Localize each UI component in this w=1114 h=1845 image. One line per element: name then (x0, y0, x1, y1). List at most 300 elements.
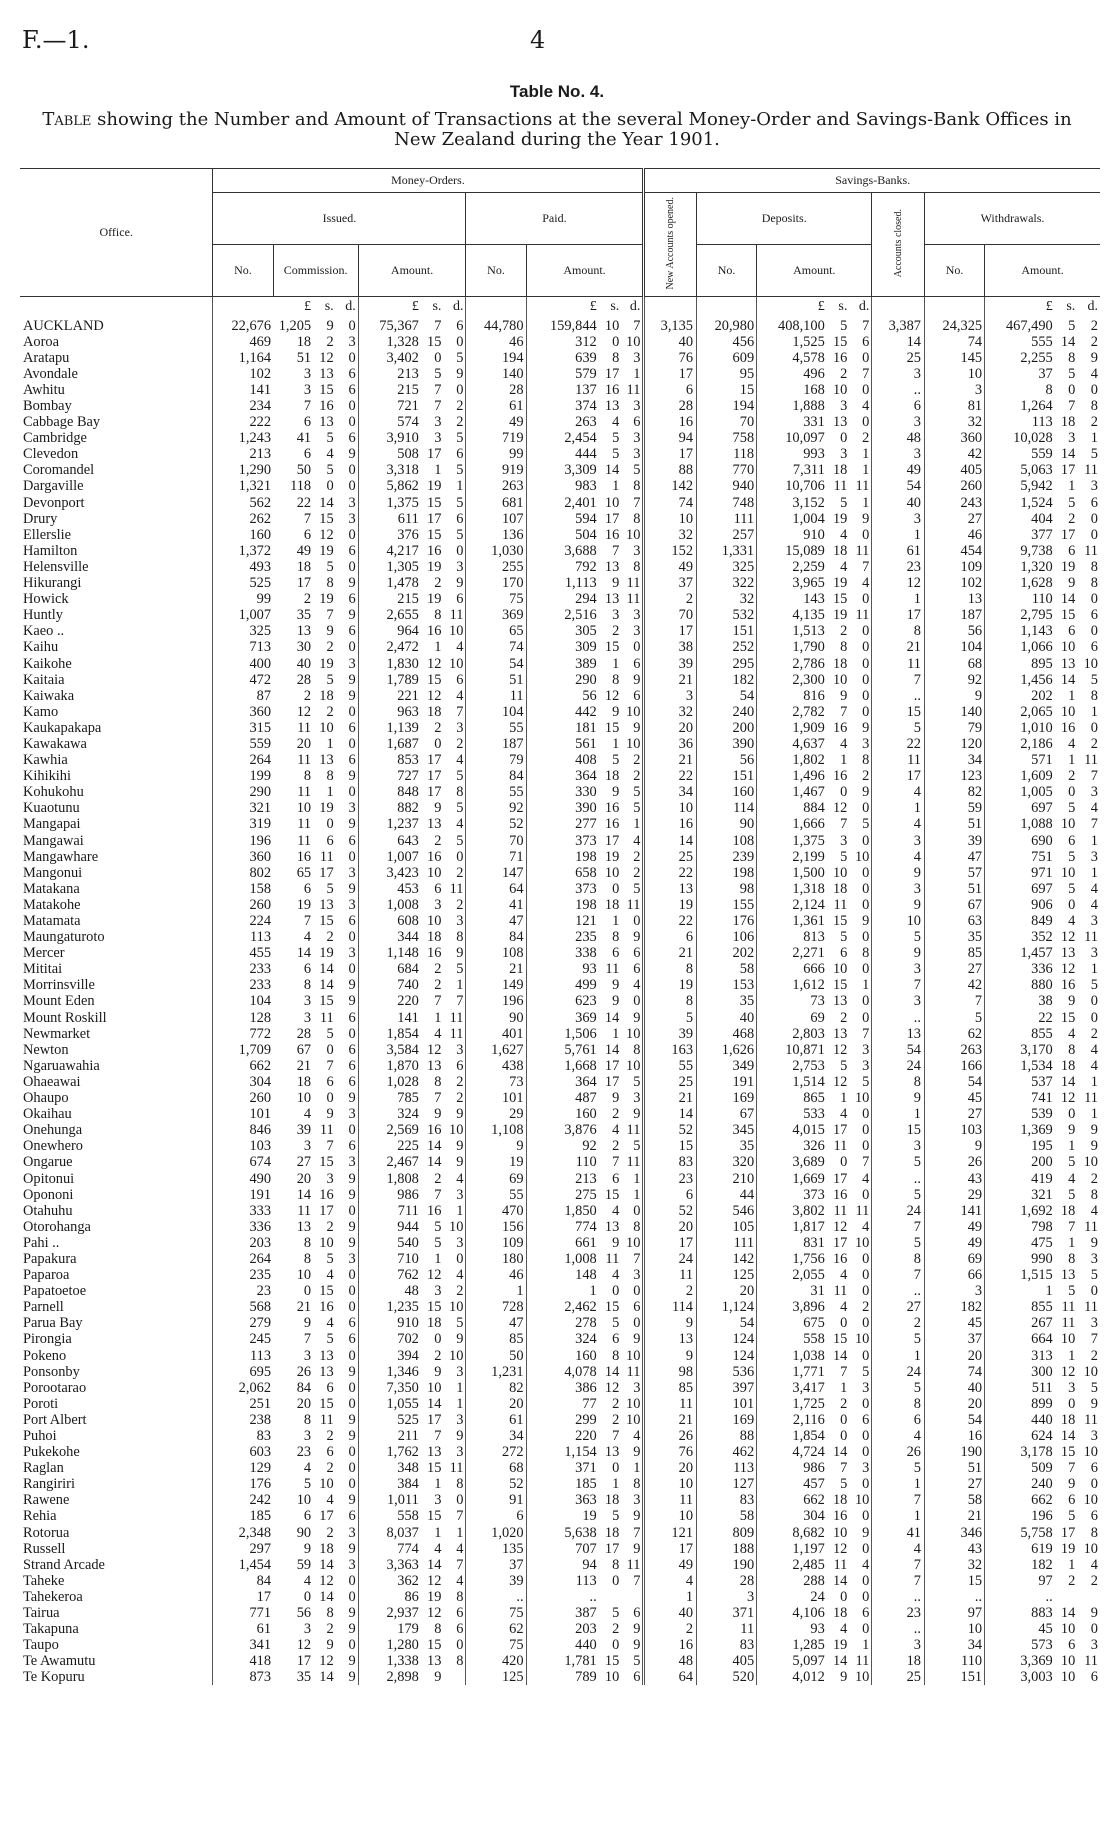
paid-pounds: 1,506 (526, 1026, 599, 1042)
com-pence: 9 (348, 1186, 356, 1203)
iss_amt-pounds: 384 (358, 1476, 421, 1492)
iss_amt-pence: 4 (456, 1572, 464, 1589)
com-pence: 6 (348, 1009, 356, 1026)
com-pence: 6 (348, 542, 356, 559)
col-issued-amount: Amount. (358, 245, 466, 297)
deposits-no: 190 (697, 1557, 757, 1573)
deposits-shillings: 0 (840, 430, 848, 447)
issued-no: 113 (213, 929, 273, 945)
deposits-pounds: 5,097 (757, 1653, 827, 1669)
com-pence: 3 (348, 510, 356, 527)
iss_amt-pence: 11 (449, 1009, 464, 1026)
paid-no: 41 (466, 897, 526, 913)
withdrawals-pence: 11 (1084, 1411, 1098, 1428)
iss_amt-pence: 1 (456, 1202, 464, 1219)
accounts-closed: 5 (872, 1460, 925, 1476)
iss_amt-pence: 10 (449, 1122, 464, 1139)
deposits-pence: 0 (862, 1283, 870, 1300)
deposits-pounds: 2,124 (757, 897, 827, 913)
transactions-table-wrapper (20, 168, 1100, 1685)
issued-no: 260 (213, 897, 273, 913)
paid-pounds: 3,876 (526, 1122, 599, 1138)
withdrawals-shillings: 18 (1060, 1411, 1076, 1428)
withdrawals-shillings: 5 (1068, 365, 1076, 382)
table-body (20, 297, 1100, 1685)
accounts-closed: 5 (872, 1235, 925, 1251)
paid-shillings: 17 (604, 510, 620, 527)
paid-pounds: 160 (526, 1347, 599, 1363)
withdrawals-shillings: 2 (1068, 768, 1076, 785)
deposits-pence: 0 (862, 687, 870, 704)
paid-shillings: 8 (612, 1347, 620, 1364)
com-shillings: 16 (319, 1186, 334, 1203)
table-row (20, 961, 1100, 977)
deposits-shillings: 1 (840, 1090, 848, 1107)
deposits-pence: 7 (862, 558, 870, 575)
com-pounds: 12 (296, 703, 312, 720)
withdrawals-pence: 2 (1090, 333, 1098, 350)
deposits-shillings: 17 (832, 1122, 848, 1139)
com-pounds: 39 (296, 1122, 312, 1139)
withdrawals-no: 51 (924, 816, 984, 832)
withdrawals-shillings: 10 (1060, 1621, 1076, 1638)
withdrawals-pence: 11 (1084, 1218, 1098, 1235)
office-name: Parnell (23, 1299, 64, 1316)
paid-no: 681 (466, 495, 526, 511)
withdrawals-pounds: 990 (985, 1251, 1055, 1267)
iss_amt-pounds: 963 (358, 704, 421, 720)
iss_amt-pence: 4 (456, 639, 464, 656)
new-accounts: 32 (644, 704, 697, 720)
deposits-pounds: 662 (757, 1492, 827, 1508)
withdrawals-no: 46 (924, 527, 984, 543)
paid-shillings: 10 (604, 864, 620, 881)
com-pounds: 5 (303, 1476, 312, 1493)
issued-no: 490 (213, 1170, 273, 1186)
currency-pound: £ (358, 297, 421, 318)
withdrawals-pounds: 336 (985, 961, 1055, 977)
withdrawals-pounds: 573 (985, 1637, 1055, 1653)
paid-pence: 0 (633, 1315, 641, 1332)
withdrawals-no: 43 (924, 1541, 984, 1557)
withdrawals-pounds: 690 (985, 832, 1055, 848)
new-accounts: 13 (644, 881, 697, 897)
withdrawals-pence: 3 (1090, 913, 1098, 929)
office-name: Tahekeroa (23, 1588, 83, 1605)
table-row (20, 1283, 1100, 1299)
withdrawals-pence: 11 (1084, 1653, 1098, 1670)
deposits-no: 111 (697, 511, 757, 527)
accounts-closed: 15 (872, 704, 925, 720)
paid-pounds: 198 (526, 849, 599, 865)
com-pounds: 13 (296, 623, 312, 640)
withdrawals-no: 21 (924, 1508, 984, 1524)
iss_amt-shillings: 1 (434, 639, 442, 656)
com-pounds: 18 (296, 558, 312, 575)
withdrawals-pounds: 1,692 (985, 1203, 1055, 1219)
paid-shillings: 13 (604, 1218, 620, 1235)
deposits-shillings: 16 (832, 719, 848, 736)
paid-pounds: 1,781 (526, 1653, 599, 1669)
table-row (20, 736, 1100, 752)
paid-shillings: 15 (604, 639, 620, 656)
iss_amt-shillings: 2 (434, 832, 442, 849)
office-name: Taheke (23, 1572, 65, 1589)
paid-no: 84 (466, 929, 526, 945)
com-pence: 0 (348, 1379, 356, 1396)
table-number: Table No. 4. (509, 82, 605, 101)
paid-no: 37 (466, 1557, 526, 1573)
office-name: Strand Arcade (23, 1556, 105, 1573)
deposits-shillings: 18 (832, 1605, 848, 1622)
iss_amt-pounds: 643 (358, 832, 421, 848)
withdrawals-no: 120 (924, 736, 984, 752)
paid-shillings: 17 (604, 832, 620, 849)
col-issued-commission: Commission. (273, 245, 358, 297)
paid-pence: 11 (626, 1363, 641, 1380)
iss_amt-shillings: 9 (434, 1669, 442, 1686)
accounts-closed: 9 (872, 945, 925, 961)
table-row (20, 1331, 1100, 1347)
iss_amt-pounds: 3,423 (358, 865, 421, 881)
iss_amt-shillings: 12 (427, 655, 442, 672)
com-shillings: 2 (326, 1524, 334, 1541)
withdrawals-pounds: 240 (985, 1476, 1055, 1492)
deposits-no: 462 (697, 1444, 757, 1460)
com-shillings: 19 (319, 945, 334, 962)
deposits-pence: 0 (862, 381, 870, 398)
paid-shillings: 6 (612, 945, 620, 962)
issued-no: 771 (213, 1605, 273, 1621)
accounts-closed: 5 (872, 720, 925, 736)
deposits-pence: 0 (862, 591, 870, 608)
com-pence: 6 (348, 381, 356, 398)
iss_amt-shillings: 12 (427, 1605, 442, 1622)
deposits-pence: 8 (862, 752, 870, 769)
accounts-closed: 11 (872, 655, 925, 671)
deposits-shillings: 4 (840, 1621, 848, 1638)
office-name: Pukekohe (23, 1444, 80, 1461)
withdrawals-shillings: 8 (1068, 349, 1076, 366)
com-pence: 3 (348, 655, 356, 672)
new-accounts: 4 (644, 1573, 697, 1589)
deposits-no: 758 (697, 430, 757, 446)
paid-pounds: 594 (526, 511, 599, 527)
com-pence: 6 (348, 1057, 356, 1074)
withdrawals-no: 67 (924, 897, 984, 913)
deposits-shillings: 12 (832, 1041, 848, 1058)
com-shillings: 15 (319, 510, 334, 527)
table-row (20, 446, 1100, 462)
iss_amt-shillings: 14 (427, 1138, 442, 1155)
com-shillings: 6 (326, 1379, 334, 1396)
withdrawals-pence: 2 (1090, 414, 1098, 431)
com-pence: 6 (348, 623, 356, 640)
deposits-no: 151 (697, 623, 757, 639)
com-pence: 0 (348, 414, 356, 431)
paid-shillings: 12 (604, 1379, 620, 1396)
withdrawals-pounds: 2,255 (985, 350, 1055, 366)
new-accounts: 3 (644, 688, 697, 704)
new-accounts: 76 (644, 350, 697, 366)
deposits-no: 520 (697, 1669, 757, 1685)
iss_amt-pence: 2 (456, 1283, 464, 1300)
iss_amt-pounds: 702 (358, 1331, 421, 1347)
iss_amt-pounds: 7,350 (358, 1380, 421, 1396)
paid-pence: 8 (633, 1041, 641, 1058)
paid-shillings: 15 (604, 1653, 620, 1670)
com-pounds: 35 (296, 1669, 312, 1686)
accounts-closed: 7 (872, 977, 925, 993)
iss_amt-shillings: 5 (434, 1218, 442, 1235)
deposits-pounds: 1,514 (757, 1074, 827, 1090)
withdrawals-pence: 0 (1090, 719, 1098, 736)
paid-pounds: 121 (526, 913, 599, 929)
office-name: Tairua (23, 1605, 60, 1622)
iss_amt-shillings: 17 (427, 446, 442, 463)
paid-shillings: 18 (604, 1492, 620, 1509)
paid-pence: 9 (633, 1540, 641, 1557)
iss_amt-shillings: 2 (434, 575, 442, 592)
deposits-pence: 1 (862, 494, 870, 511)
accounts-closed: 26 (872, 1444, 925, 1460)
col-deposits: Deposits. (697, 193, 872, 245)
deposits-pence: 11 (855, 1202, 870, 1219)
deposits-pounds: 8,682 (757, 1525, 827, 1541)
deposits-pence: 7 (862, 365, 870, 382)
com-pounds: 27 (296, 1154, 312, 1171)
iss_amt-pounds: 1,328 (358, 334, 421, 350)
table-row (20, 1347, 1100, 1363)
iss_amt-pounds: 86 (358, 1589, 421, 1605)
paid-shillings: 16 (604, 381, 620, 398)
table-row (20, 704, 1100, 720)
iss_amt-shillings: 16 (427, 848, 442, 865)
withdrawals-pence: 2 (1090, 1572, 1098, 1589)
paid-no: 369 (466, 607, 526, 623)
withdrawals-pounds: 751 (985, 849, 1055, 865)
iss_amt-pence: 2 (456, 864, 464, 881)
issued-no: 251 (213, 1396, 273, 1412)
deposits-pence: 11 (855, 607, 870, 624)
iss_amt-pounds: 215 (358, 382, 421, 398)
office-name: Pokeno (23, 1347, 67, 1364)
withdrawals-shillings: 5 (1068, 1154, 1076, 1171)
deposits-shillings: 11 (833, 478, 848, 495)
issued-no: 203 (213, 1235, 273, 1251)
iss_amt-pence: 8 (456, 1476, 464, 1493)
iss_amt-pence: 2 (456, 896, 464, 913)
deposits-pounds: 666 (757, 961, 827, 977)
withdrawals-no: 27 (924, 961, 984, 977)
deposits-shillings: 10 (832, 671, 848, 688)
com-shillings: 13 (319, 365, 334, 382)
withdrawals-shillings: 16 (1060, 719, 1076, 736)
deposits-no: 101 (697, 1396, 757, 1412)
deposits-pence: 0 (862, 1588, 870, 1605)
withdrawals-shillings: 14 (1060, 446, 1076, 463)
deposits-pence: 0 (862, 1508, 870, 1525)
new-accounts: 52 (644, 1203, 697, 1219)
paid-pence: 9 (633, 929, 641, 946)
withdrawals-shillings: 12 (1060, 1090, 1076, 1107)
withdrawals-pounds: 1,524 (985, 495, 1055, 511)
com-pounds: 3 (303, 1009, 312, 1026)
withdrawals-shillings: 7 (1068, 1218, 1076, 1235)
withdrawals-pounds: 467,490 (985, 317, 1055, 333)
table-row (20, 1122, 1100, 1138)
new-accounts: 17 (644, 366, 697, 382)
new-accounts: 49 (644, 559, 697, 575)
paid-no: 401 (466, 1026, 526, 1042)
paid-pence: 7 (633, 1524, 641, 1541)
paid-no: 728 (466, 1299, 526, 1315)
withdrawals-pounds: 2,795 (985, 607, 1055, 623)
issued-no: 129 (213, 1460, 273, 1476)
withdrawals-pounds: 555 (985, 334, 1055, 350)
deposits-shillings: 3 (840, 832, 848, 849)
office-name: Onehunga (23, 1122, 83, 1139)
withdrawals-no: 39 (924, 832, 984, 848)
com-pounds: 17 (296, 575, 312, 592)
com-pounds: 10 (296, 1267, 312, 1284)
withdrawals-no: 66 (924, 1267, 984, 1283)
iss_amt-pence: 4 (456, 752, 464, 769)
paid-no: 39 (466, 1573, 526, 1589)
withdrawals-shillings: 17 (1060, 462, 1076, 479)
com-pounds: 41 (296, 430, 312, 447)
iss_amt-pence: 3 (456, 1041, 464, 1058)
deposits-pence: 8 (862, 945, 870, 962)
new-accounts: 16 (644, 414, 697, 430)
deposits-no: 1,626 (697, 1042, 757, 1058)
paid-shillings: 1 (612, 913, 620, 929)
paid-shillings: 18 (604, 896, 620, 913)
com-pence: 3 (348, 494, 356, 511)
new-accounts: 22 (644, 913, 697, 929)
paid-no: 99 (466, 446, 526, 462)
withdrawals-pence: 7 (1090, 816, 1098, 833)
paid-pence: 5 (633, 1073, 641, 1090)
paid-no: 438 (466, 1058, 526, 1074)
accounts-closed: .. (872, 1283, 925, 1299)
com-pence: 0 (348, 639, 356, 656)
new-accounts: 21 (644, 945, 697, 961)
office-name: Coromandel (23, 462, 95, 479)
deposits-pence: 3 (862, 1041, 870, 1058)
deposits-pounds: 1,854 (757, 1428, 827, 1444)
issued-no: 242 (213, 1492, 273, 1508)
office-name: Rangiriri (23, 1476, 75, 1493)
iss_amt-pence: 9 (456, 1138, 464, 1155)
paid-pounds: 983 (526, 478, 599, 494)
withdrawals-shillings: 5 (1068, 317, 1076, 334)
paid-no: 52 (466, 1476, 526, 1492)
iss_amt-shillings: 19 (427, 1588, 442, 1605)
iss_amt-pence: 0 (456, 848, 464, 865)
iss_amt-shillings: 13 (427, 1057, 442, 1074)
com-shillings: 14 (319, 1588, 334, 1605)
paid-no: 263 (466, 478, 526, 494)
iss_amt-shillings: 19 (427, 558, 442, 575)
paid-no: 140 (466, 366, 526, 382)
withdrawals-no: 27 (924, 1476, 984, 1492)
accounts-closed: 23 (872, 559, 925, 575)
withdrawals-shillings: 1 (1068, 1138, 1076, 1155)
paid-pence: 1 (633, 1460, 641, 1477)
com-pence: 3 (348, 1154, 356, 1171)
deposits-pounds: 1,612 (757, 977, 827, 993)
paid-pounds: 661 (526, 1235, 599, 1251)
issued-no: 233 (213, 977, 273, 993)
com-pence: 9 (348, 1540, 356, 1557)
com-shillings: 0 (326, 1041, 334, 1058)
iss_amt-pence: 1 (456, 977, 464, 994)
paid-shillings: 0 (612, 1283, 620, 1300)
table-row (20, 1106, 1100, 1122)
paid-pence: 5 (633, 1138, 641, 1155)
iss_amt-shillings: 13 (427, 816, 442, 833)
com-shillings: 2 (326, 1218, 334, 1235)
withdrawals-no: 82 (924, 784, 984, 800)
com-pence: 9 (348, 1090, 356, 1107)
iss_amt-shillings: 15 (427, 526, 442, 543)
deposits-pence: 7 (862, 1154, 870, 1171)
com-shillings: 15 (319, 1154, 334, 1171)
com-shillings: 8 (326, 575, 334, 592)
table-row (20, 752, 1100, 768)
iss_amt-pence: 3 (456, 1363, 464, 1380)
accounts-closed: 11 (872, 752, 925, 768)
com-pence: 0 (348, 1572, 356, 1589)
office-name: Mount Eden (23, 993, 95, 1010)
new-accounts: 19 (644, 897, 697, 913)
accounts-closed: 9 (872, 897, 925, 913)
iss_amt-pounds: 1,870 (358, 1058, 421, 1074)
deposits-pence: 5 (862, 816, 870, 833)
com-pence: 0 (348, 1299, 356, 1316)
office-name: Devonport (23, 494, 85, 511)
withdrawals-shillings: 0 (1068, 1106, 1076, 1123)
iss_amt-shillings: 4 (434, 1540, 442, 1557)
deposits-shillings: 11 (833, 1556, 848, 1573)
com-pounds: 13 (296, 1218, 312, 1235)
deposits-shillings: 0 (840, 1588, 848, 1605)
withdrawals-shillings: 1 (1068, 1347, 1076, 1364)
com-pounds: 8 (303, 1234, 312, 1251)
deposits-shillings: 17 (832, 1234, 848, 1251)
iss_amt-shillings: 18 (427, 1315, 442, 1332)
table-row (20, 945, 1100, 961)
paid-shillings: 9 (612, 575, 620, 592)
new-accounts: 8 (644, 993, 697, 1009)
deposits-shillings: 18 (832, 880, 848, 897)
table-row (20, 768, 1100, 784)
accounts-closed: .. (872, 1010, 925, 1026)
iss_amt-pounds: 711 (358, 1203, 421, 1219)
iss_amt-shillings: 2 (434, 719, 442, 736)
com-pence: 0 (348, 1588, 356, 1605)
paid-pence: 8 (633, 1476, 641, 1493)
issued-no: 213 (213, 446, 273, 462)
withdrawals-shillings: 12 (1060, 961, 1076, 978)
paid-pounds: 220 (526, 1428, 599, 1444)
iss_amt-pounds: 1,854 (358, 1026, 421, 1042)
paid-pence: 9 (633, 719, 641, 736)
office-name: Mangonui (23, 864, 83, 881)
iss_amt-pounds: 3,402 (358, 350, 421, 366)
deposits-no: 349 (697, 1058, 757, 1074)
